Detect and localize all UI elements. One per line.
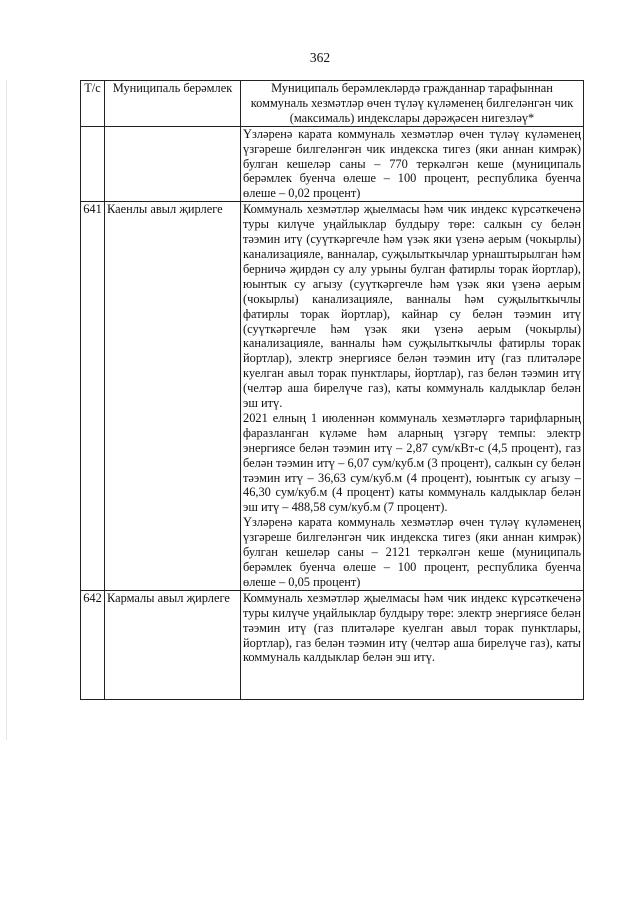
row-number: 641 [81,202,105,591]
cell-number-empty [81,126,105,202]
tariff-index-table [80,80,584,700]
header-number: Т/с [81,81,105,127]
paragraph-services: Коммуналь хезмәтләр җыелмасы һәм чик индекс күрсәткеченә туры килүче уңайлыклар булдыру төре: электр энергиясе белән тәэмин итү (газ плитәләре куелган авыл торак пунктлары, йортлар), газ белән тәэмин итү (челтәр аша бирелүче газ), каты коммуналь калдыклар белән эш итү. [243,590,581,665]
table-header-row [81,81,584,127]
municipality-name: Каенлы авыл җирлеге [105,202,241,591]
paragraph-services: Коммуналь хезмәтләр җыелмасы һәм чик индекс күрсәткеченә туры килүче уңайлыклар булдыру төре: салкын су белән тәэмин итү (суүткәргечле һәм үзәк яки үзенә аерым (чокырлы) канализацияле, ванналар, суҗылыткычлар урнаштырылган һәм берничә җирдән су алу урыны булган фатирлы торак йортлар), юынтык су агызу (суүткәргечле һәм үзәк яки үзенә аерым (чокырлы) канализацияле, ванналы һәм суҗылыткычлы фатирлы торак йортлар), кайнар су белән тәэмин итү (суүткәргечле һәм үзәк яки үзенә аерым (чокырлы) канализацияле, ванналы һәм суҗылыткычлы фатирлы торак йортлар), электр энергиясе белән тәэмин итү (газ плитәләре куелган авыл торак пунктлары, йортлар), газ белән тәэмин итү (челтәр аша бирелүче газ), каты коммуналь калдыклар белән эш итү. [243,202,581,411]
row-number: 642 [81,590,105,699]
paragraph-tariffs: 2021 елның 1 июленнән коммуналь хезмәтләргә тарифларның фаразланган күләме һәм аларның үзгәрү темпы: электр энергиясе белән тәэмин итү – 2,87 сум/кВт-с (4,5 процент), газ белән тәэмин итү – 6,07 сум/куб.м (3 процент), салкын су белән тәэмин итү – 36,63 сум/куб.м (4 процент), юынтык су агызу – 46,30 сум/куб.м (4 процент) каты коммуналь калдыклар белән эш итү – 488,58 сум/куб.м (7 процент). [243,410,581,515]
paragraph-clip [243,591,581,699]
indices-text [241,590,584,699]
cell-continuation-text [241,126,584,202]
cell-name-empty [105,126,241,202]
indices-text [241,202,584,591]
page-number: 362 [309,50,331,65]
table-row-641 [81,202,584,591]
table-row-continuation [81,126,584,202]
table-row-642 [81,590,584,699]
header-indices: Муниципаль берәмлекләрдә гражданнар тарафыннан коммуналь хезмәтләр өчен түләү күләменең билгеләнгән чик (максималь) индекслары дәрәҗәсен нигезләү* [241,81,584,127]
paragraph-population: Үзләренә карата коммуналь хезмәтләр өчен түләү күләменең үзгәреше билгеләнгән чик индекска тигез (яки аннан кимрәк) булган кешеләр саны – 2121 теркәлгән кеше (муниципаль берәмлек буенча өлеше – 100 процент, республика буенча өлеше – 0,05 процент) [243,515,581,589]
municipality-name: Кармалы авыл җирлеге [105,590,241,699]
continuation-paragraph: Үзләренә карата коммуналь хезмәтләр өчен түләү күләменең үзгәреше билгеләнгән чик индекска тигез (яки аннан кимрәк) булган кешеләр саны – 770 теркәлгән кеше (муниципаль берәмлек буенча өлеше – 100 процент, республика буенча өлеше – 0,02 процент) [243,126,581,201]
header-municipality: Муниципаль берәмлек [105,81,241,127]
scan-edge-mark [6,80,7,740]
